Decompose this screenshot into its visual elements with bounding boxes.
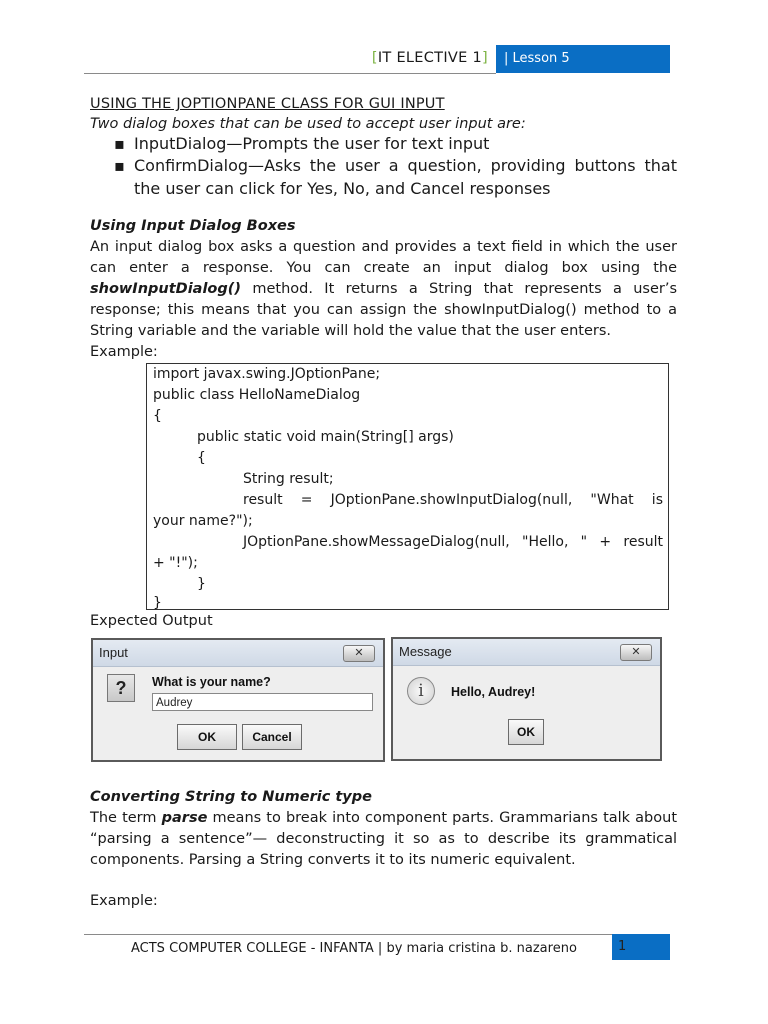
code-line: } — [197, 576, 206, 592]
code-line: your name?"); — [153, 513, 253, 529]
question-icon: ? — [107, 674, 135, 702]
code-line: } — [153, 595, 162, 611]
example-label: Example: — [90, 344, 158, 360]
code-line: { — [153, 408, 162, 424]
code-line: result = JOptionPane.showInputDialog(null, "What is — [243, 492, 663, 508]
para-text: An input dialog box asks a question and provides a text field in which the user can enter a response. You can create an input dialog box using the — [90, 239, 677, 276]
expected-output-label: Expected Output — [90, 613, 213, 629]
input-dialog-heading: Using Input Dialog Boxes — [90, 218, 296, 234]
input-dialog-titlebar — [93, 640, 383, 667]
list-item: ▪ InputDialog—Prompts the user for text input — [112, 133, 677, 154]
message-dialog-title: Message — [399, 644, 452, 659]
intro-text: Two dialog boxes that can be used to accept user input are: — [90, 116, 526, 132]
para-text: means to break into component parts. Grammarians talk about “parsing a sentence”— deconstructing it so as to describe its grammatical components. Parsing a String converts it to its numeric equivalent. — [90, 810, 678, 868]
header-title — [372, 50, 488, 66]
dialog-types-list — [112, 133, 677, 200]
method-name: showInputDialog() — [90, 281, 242, 297]
para-text: method. It returns a String that represents a user’s response; this means that you can assign the showInputDialog() method to a String variable and the variable will hold the value that the user enters. — [90, 281, 678, 339]
input-dialog — [91, 638, 385, 762]
list-item: ▪ ConfirmDialog—Asks the user a question, providing buttons that the user can click for Yes, No, and Cancel responses — [112, 154, 677, 200]
header-rule — [84, 73, 496, 74]
para-text: The term — [90, 810, 157, 826]
code-example — [146, 363, 669, 610]
footer-text: ACTS COMPUTER COLLEGE - INFANTA | by maria cristina b. nazareno — [131, 941, 577, 956]
code-line: public class HelloNameDialog — [153, 387, 361, 403]
name-input[interactable]: Audrey — [152, 693, 373, 711]
code-line: + "!"); — [153, 555, 198, 571]
message-dialog-titlebar — [393, 639, 660, 666]
input-dialog-title: Input — [99, 645, 128, 660]
input-prompt: What is your name? — [152, 675, 271, 689]
cancel-button[interactable]: Cancel — [242, 724, 302, 750]
code-line: String result; — [243, 471, 334, 487]
convert-heading: Converting String to Numeric type — [90, 789, 372, 805]
info-icon: i — [407, 677, 435, 705]
ok-button[interactable]: OK — [508, 719, 544, 745]
close-icon[interactable]: ✕ — [343, 645, 375, 662]
code-line: JOptionPane.showMessageDialog(null, "Hello, " + result — [243, 534, 663, 550]
page-number: 1 — [612, 934, 670, 960]
convert-paragraph — [90, 808, 677, 871]
example-label: Example: — [90, 893, 158, 909]
header-bracket-open: [ — [371, 50, 378, 66]
close-icon[interactable]: ✕ — [620, 644, 652, 661]
footer-rule — [84, 934, 612, 935]
message-text: Hello, Audrey! — [451, 685, 536, 699]
header-lesson-badge: | Lesson 5 — [496, 45, 670, 73]
section-title: USING THE JOPTIONPANE CLASS FOR GUI INPUT — [90, 96, 445, 112]
term-parse: parse — [161, 810, 208, 826]
code-line: { — [197, 450, 206, 466]
message-dialog — [391, 637, 662, 761]
code-line: import javax.swing.JOptionPane; — [153, 366, 381, 382]
ok-button[interactable]: OK — [177, 724, 237, 750]
header-bracket-close: ] — [482, 50, 488, 66]
input-dialog-paragraph — [90, 237, 677, 342]
code-line: public static void main(String[] args) — [197, 429, 454, 445]
header-course: IT ELECTIVE 1 — [377, 50, 483, 66]
